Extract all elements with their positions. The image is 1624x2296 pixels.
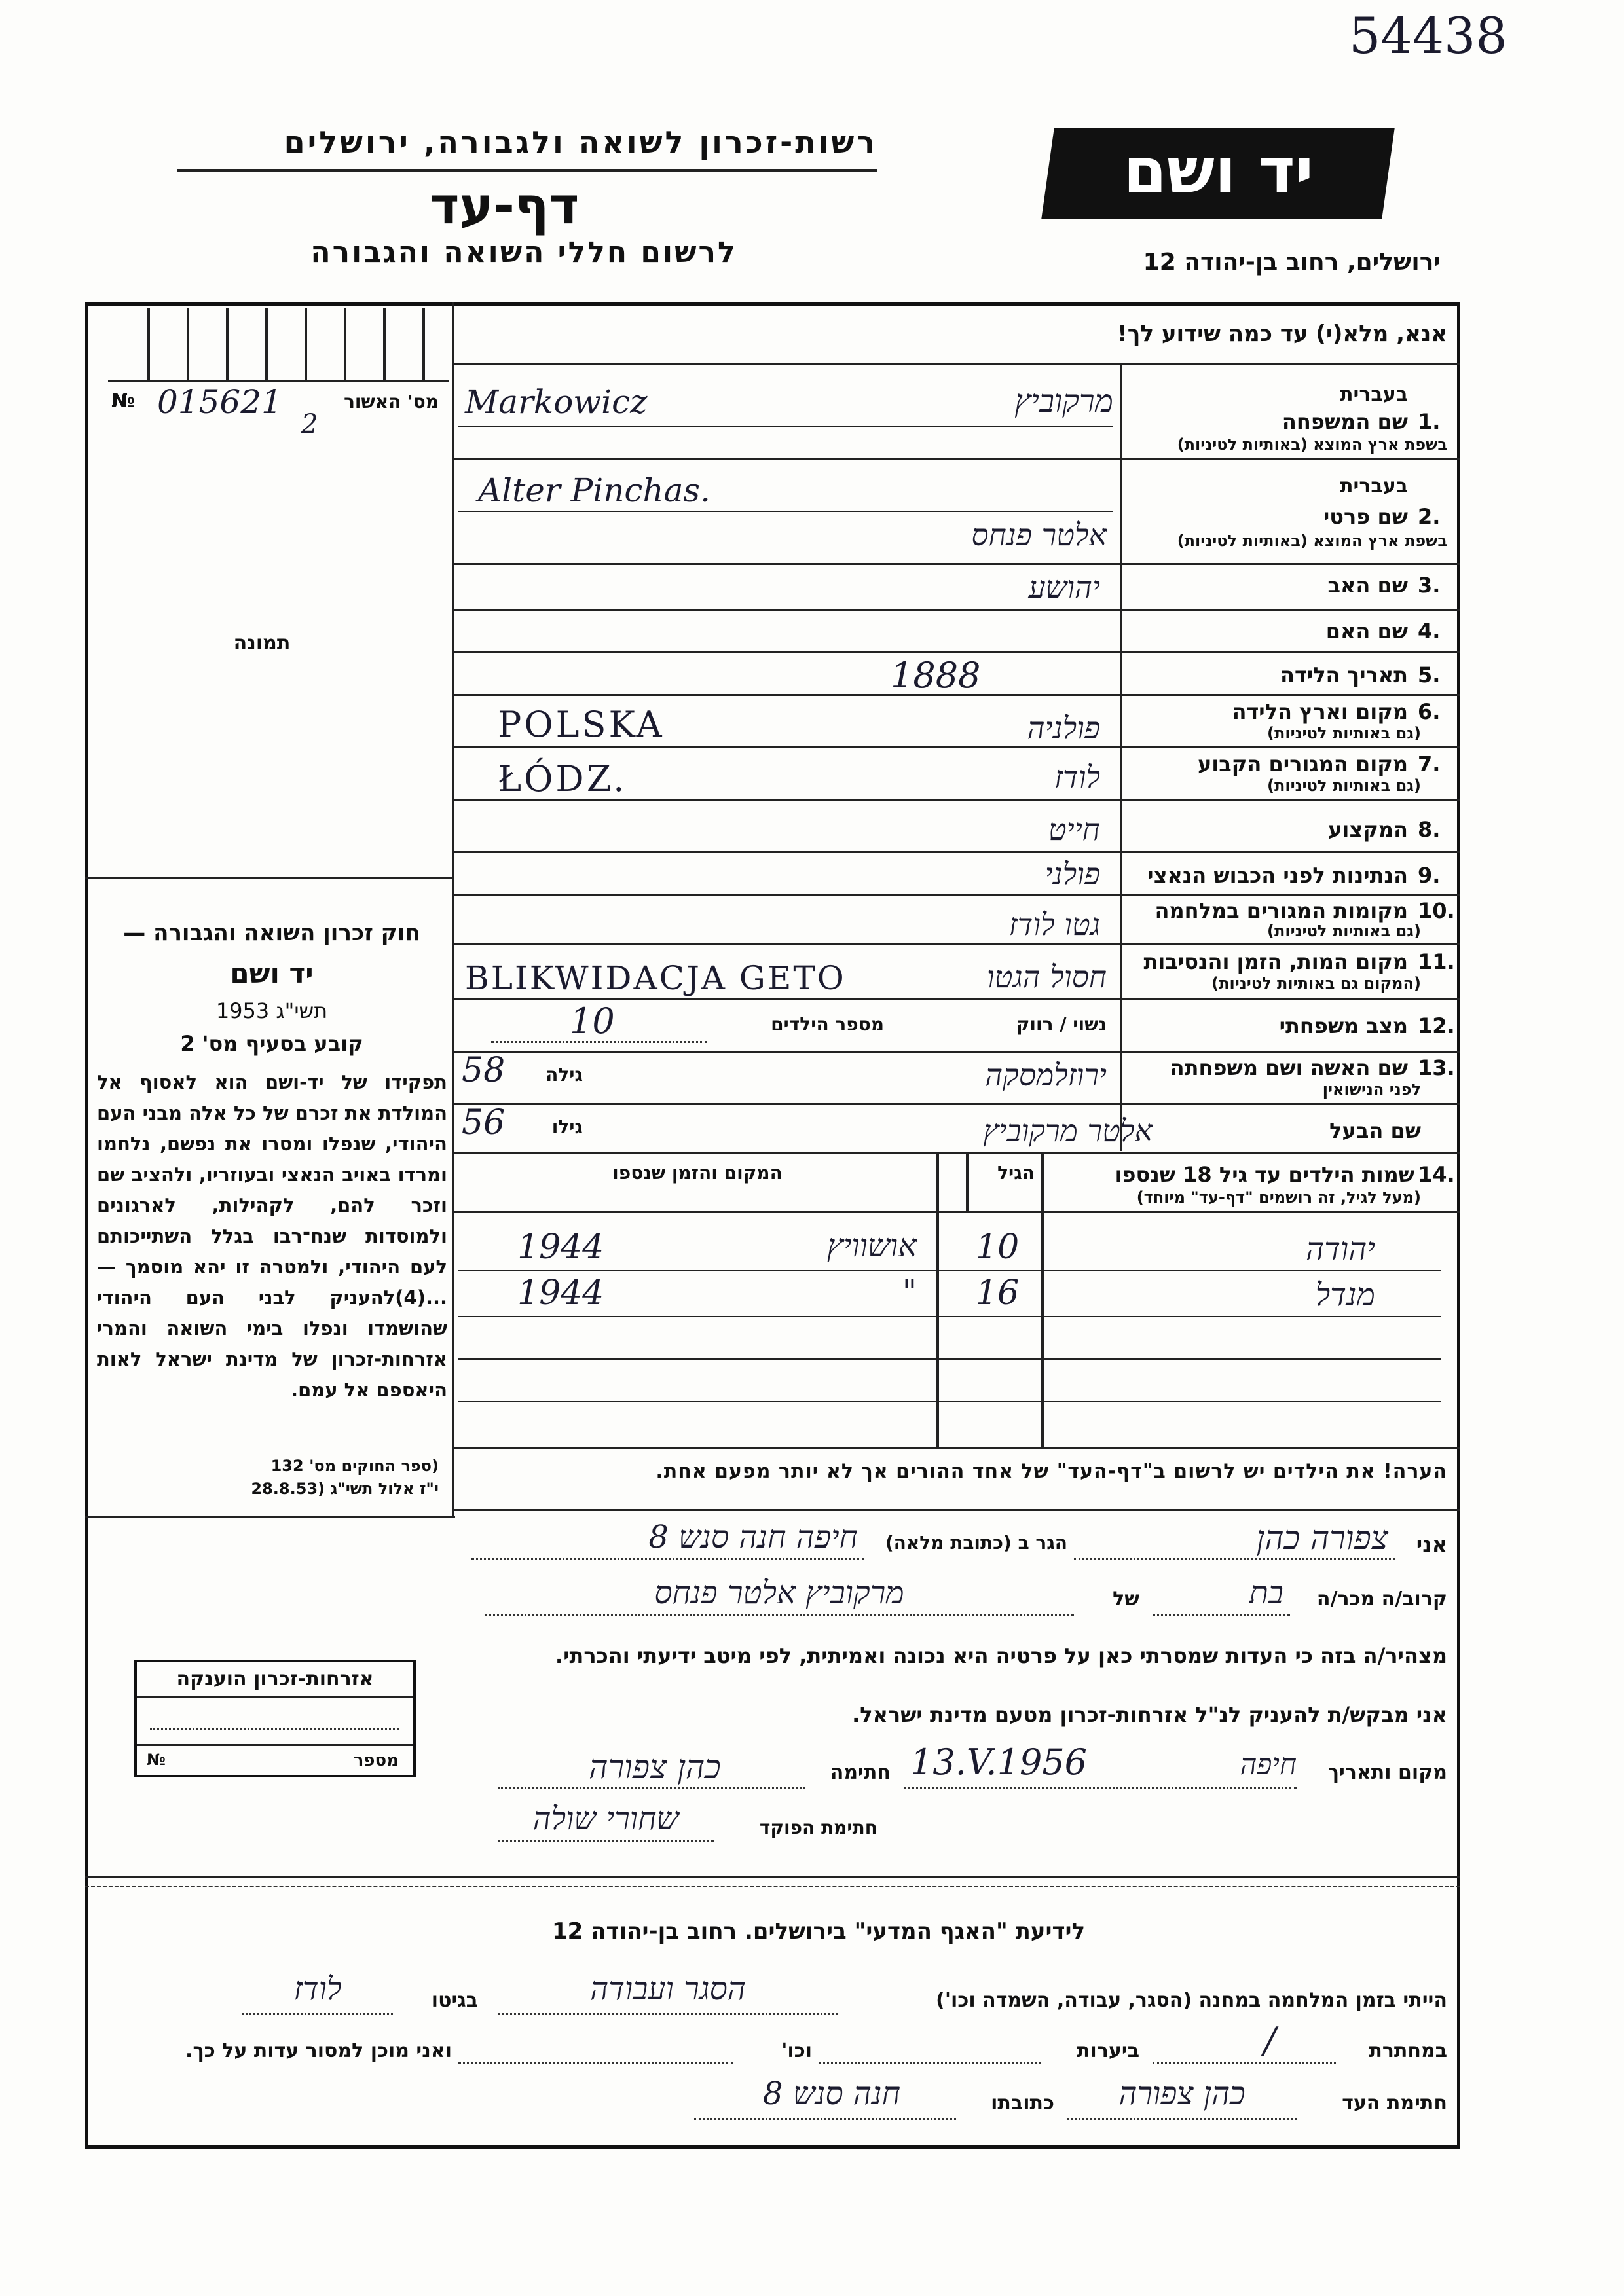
certificate-label: מס' האשור bbox=[344, 391, 439, 412]
header-address: ירושלים, רחוב בן-יהודה 12 bbox=[1143, 249, 1441, 276]
declaration-text: מצהיר/ה בזה כי העדות שמסרתי כאן על פרטיה היא נכונה ואמיתית, לפי מיטב ידיעתי והכרתי. bbox=[555, 1643, 1447, 1668]
declarant-name: צפורה כהן bbox=[1256, 1519, 1388, 1557]
field-12-children-value: 10 bbox=[570, 1000, 615, 1042]
signature-label: חתימה bbox=[830, 1761, 891, 1784]
field-2-latin-value: Alter Pinchas. bbox=[478, 471, 710, 509]
field-3-num: 3. bbox=[1418, 573, 1441, 598]
bottom-title: לידיעת "האגף המדעי" בירושלים. רחוב בן-יהודה 12 bbox=[551, 1918, 1086, 1944]
declarant-relation: בת bbox=[1249, 1575, 1283, 1611]
child-year: 1944 bbox=[517, 1273, 604, 1313]
field-7-hebrew-value: לודז bbox=[1054, 759, 1100, 795]
children-table-num: 14. bbox=[1418, 1162, 1455, 1187]
field-10-sub: (גם באותיות לטיניות) bbox=[1267, 922, 1421, 940]
yad-vashem-logo bbox=[1041, 128, 1395, 219]
official-signature: שחורי שולה bbox=[532, 1800, 679, 1837]
field-1-latin-value: Markowicz bbox=[465, 383, 648, 421]
field-12-label: מצב משפחתי bbox=[1279, 1013, 1408, 1038]
field-12-children-label: מספר הילדים bbox=[771, 1013, 884, 1035]
etc-label: וכו' bbox=[781, 2039, 812, 2062]
field-12-num: 12. bbox=[1418, 1013, 1455, 1038]
request-text: אני מבקש/ת להעניק לנ"ל אזרחות-זכרון מטעם מדינת ישראל. bbox=[852, 1702, 1447, 1727]
law-subtitle: יד ושם bbox=[230, 957, 314, 989]
child-name: יהודה bbox=[1306, 1231, 1375, 1267]
intro-rule bbox=[452, 363, 1460, 365]
photo-label: תמונה bbox=[233, 632, 291, 655]
field-13-label: שם האשה ושם משפחתה bbox=[1170, 1055, 1408, 1080]
husband-label: שם הבעל bbox=[1329, 1118, 1421, 1143]
child-name: מנדל bbox=[1315, 1277, 1375, 1313]
law-title: חוק זכרון השואה והגבורה — bbox=[123, 920, 420, 946]
field-11-num: 11. bbox=[1418, 949, 1455, 974]
field-7-label: מקום המגורים הקבוע bbox=[1197, 752, 1408, 776]
hiding-label: במחתרת bbox=[1369, 2039, 1447, 2062]
field-9-num: 9. bbox=[1418, 863, 1441, 888]
camp-label: הייתי בזמן המלחמה במחנה (הסגר, עבודה, השמדה וכו') bbox=[936, 1989, 1447, 2012]
forests-label: ביערות bbox=[1077, 2039, 1139, 2062]
certificate-prefix: № bbox=[111, 390, 136, 412]
witness-signature-label: חתימת העד bbox=[1342, 2092, 1447, 2115]
declarant-of-name: מרקוביץ אלטר פנחס bbox=[654, 1575, 904, 1611]
code-boxes bbox=[108, 308, 449, 380]
field-5-num: 5. bbox=[1418, 663, 1441, 687]
law-year: תשי"ג 1953 bbox=[215, 998, 328, 1023]
law-source: (ספר החוקים מס' 132 bbox=[270, 1457, 439, 1475]
field-3-value: יהושע bbox=[1028, 570, 1100, 605]
child-place: " bbox=[902, 1273, 917, 1310]
field-1-lang: בעברית bbox=[1340, 383, 1408, 406]
children-col-age: הגיל bbox=[997, 1162, 1035, 1184]
field-11-label: מקום המות, הזמן והנסיבות bbox=[1143, 949, 1408, 974]
note-text: הערה! את הילדים יש לרשום ב"דף-העד" של אחד ההורים אך לא יותר מפעם אחת. bbox=[655, 1460, 1447, 1483]
husband-age-value: 56 bbox=[462, 1103, 506, 1142]
field-1-sub: בשפת ארץ המוצא (באותיות לטיניות) bbox=[1177, 435, 1447, 454]
witness-address-label: כתובתו bbox=[991, 2092, 1054, 2115]
declarant-place: חיפה bbox=[1240, 1748, 1297, 1781]
header-rule bbox=[177, 169, 877, 172]
authority-title: רשות-זכרון לשואה ולגבורה, ירושלים bbox=[284, 124, 877, 160]
field-6-latin-value: POLSKA bbox=[498, 704, 665, 745]
field-2-lang: בעברית bbox=[1340, 475, 1408, 498]
field-10-num: 10. bbox=[1418, 898, 1455, 923]
field-10-label: מקומות המגורים במלחמה bbox=[1154, 898, 1408, 923]
official-signature-label: חתימת הפוקד bbox=[759, 1817, 877, 1838]
hiding-value: / bbox=[1264, 2020, 1276, 2061]
certificate-value: 015621 bbox=[157, 383, 282, 421]
certificate-number-row bbox=[105, 383, 445, 439]
logo-text: יד ושם bbox=[1123, 134, 1314, 208]
field-9-label: הנתינות לפני הכבוש הנאצי bbox=[1147, 863, 1408, 888]
labels-column-divider bbox=[1120, 365, 1122, 1151]
field-1-hebrew-value: מרקוביץ bbox=[1014, 383, 1113, 420]
field-5-value: 1888 bbox=[891, 655, 981, 696]
declarant-address: חיפה חנה סנש 8 bbox=[648, 1519, 858, 1556]
witness-address: חנה סנש 8 bbox=[762, 2075, 901, 2112]
child-year: 1944 bbox=[517, 1228, 604, 1267]
form-title: דף-עד bbox=[429, 177, 580, 236]
bottom-section-rule bbox=[85, 1876, 1460, 1878]
field-5-label: תאריך הלידה bbox=[1280, 663, 1408, 687]
law-box-top-rule bbox=[85, 877, 452, 879]
declarant-date: 13.V.1956 bbox=[910, 1741, 1088, 1783]
field-13-age-label: גילה bbox=[545, 1064, 583, 1085]
field-6-num: 6. bbox=[1418, 699, 1441, 724]
law-source-date: י"ז אלול תשי"ג (28.8.53 bbox=[251, 1480, 439, 1498]
child-age: 16 bbox=[976, 1273, 1020, 1313]
child-place: אושוויץ bbox=[826, 1228, 917, 1264]
field-13-value: ירוזלמסקה bbox=[985, 1057, 1107, 1093]
field-4-label: שם האם bbox=[1325, 619, 1408, 644]
field-2-num: 2. bbox=[1418, 504, 1441, 529]
memorial-number-label: מספר bbox=[353, 1751, 399, 1770]
field-13-age-value: 58 bbox=[462, 1051, 506, 1090]
children-table-label: שמות הילדים עד גיל 18 שנספו bbox=[1115, 1162, 1414, 1187]
ready-label: ואני מוכן למסור עדות על כך. bbox=[185, 2039, 452, 2062]
archive-number: 54438 bbox=[1349, 7, 1507, 65]
ghetto-value: לודז bbox=[293, 1971, 342, 2007]
field-6-label: מקום וארץ הלידה bbox=[1232, 699, 1408, 724]
field-1-label: שם המשפחה bbox=[1282, 409, 1408, 434]
field-1-num: 1. bbox=[1418, 409, 1441, 434]
field-13-num: 13. bbox=[1418, 1055, 1455, 1080]
declarant-of-label: של bbox=[1113, 1588, 1139, 1611]
certificate-suffix: 2 bbox=[301, 409, 318, 439]
law-body: תפקידו של יד-ושם הוא לאסוף אל המולדת את זכרם של כל אלה מבני העם היהודי, שנפלו ומסרו את נפשם, נלחמו ומרדו באויב הנאצי ובעוזריו, ולהציב שם וזכר להם, לקהילות, לארגונים ולמוסדות שנח־רבו בגלל השתייכותם לעם היהודי, ולמטרה זו יהא מוסמך — ...(4)להעניק לבני העם היהודי שהושמדו ונפלו בימי השואה והמרי אזרחות-זכרון של מדינת ישראל לאות היאספם אל עמם. bbox=[97, 1071, 447, 1401]
place-date-label: מקום ותאריך bbox=[1327, 1761, 1447, 1784]
declarant-i-label: אני bbox=[1416, 1532, 1447, 1557]
field-7-num: 7. bbox=[1418, 752, 1441, 776]
field-8-num: 8. bbox=[1418, 817, 1441, 842]
ghetto-label: בגיטו bbox=[431, 1989, 478, 2012]
form-intro: אנא, מלא(י) עד כמה שידוע לך! bbox=[1117, 321, 1447, 347]
declarant-signature: כהן צפורה bbox=[589, 1748, 721, 1786]
field-11-latin-value: BLIKWIDACJA GETO bbox=[465, 959, 846, 997]
field-2-label: שם פרטי bbox=[1323, 504, 1408, 529]
memorial-title: אזרחות-זכרון הוענקה bbox=[176, 1667, 374, 1690]
field-6-sub: (גם באותיות לטיניות) bbox=[1267, 724, 1421, 742]
field-11-hebrew-value: חסול הגטו bbox=[987, 959, 1107, 994]
field-7-latin-value: ŁÓDZ. bbox=[498, 758, 627, 799]
field-3-label: שם האב bbox=[1327, 573, 1408, 598]
field-9-value: פולני bbox=[1044, 856, 1100, 892]
declarant-residing-label: הגר ב (כתובת מלאה) bbox=[885, 1532, 1067, 1554]
field-2-hebrew-value: אלטר פנחס bbox=[971, 517, 1107, 553]
law-box-bottom-rule bbox=[85, 1516, 455, 1518]
witness-signature: כהן צפורה bbox=[1118, 2075, 1246, 2112]
declarant-relation-label: קרוב/ה מכר/ה bbox=[1316, 1588, 1447, 1611]
field-4-num: 4. bbox=[1418, 619, 1441, 644]
field-11-sub: (המקום גם באותיות לטיניות) bbox=[1211, 974, 1421, 993]
child-age: 10 bbox=[976, 1228, 1020, 1267]
memorial-citizenship-box bbox=[134, 1660, 416, 1777]
field-6-hebrew-value: פולניה bbox=[1027, 710, 1100, 746]
field-8-value: חייט bbox=[1048, 812, 1100, 847]
children-col-place: המקום והזמן שנספו bbox=[612, 1162, 783, 1184]
field-10-value: גטו לודז bbox=[1008, 907, 1100, 942]
left-column-divider bbox=[452, 302, 454, 1517]
husband-value: אלטר מרקוביץ bbox=[983, 1113, 1153, 1148]
law-section: קובע בסעיף מס' 2 bbox=[180, 1031, 363, 1056]
field-8-label: המקצוע bbox=[1328, 817, 1408, 842]
husband-age-label: גילו bbox=[551, 1116, 583, 1138]
field-13-sub: לפני הנישואין bbox=[1322, 1080, 1421, 1099]
form-subtitle: לרשום חללי השואה והגבורה bbox=[310, 236, 737, 269]
memorial-number-prefix: № bbox=[147, 1751, 166, 1769]
field-2-sub: בשפת ארץ המוצא (באותיות לטיניות) bbox=[1177, 532, 1447, 550]
field-12-marital: נשוי / רווק bbox=[1016, 1013, 1107, 1035]
camp-value: הסגר ועבודה bbox=[590, 1971, 746, 2007]
field-7-sub: (גם באותיות לטיניות) bbox=[1267, 776, 1421, 795]
children-table-sub: (מעל לגיל, זה רושמים "דף-עד" מיוחד) bbox=[1136, 1188, 1421, 1207]
